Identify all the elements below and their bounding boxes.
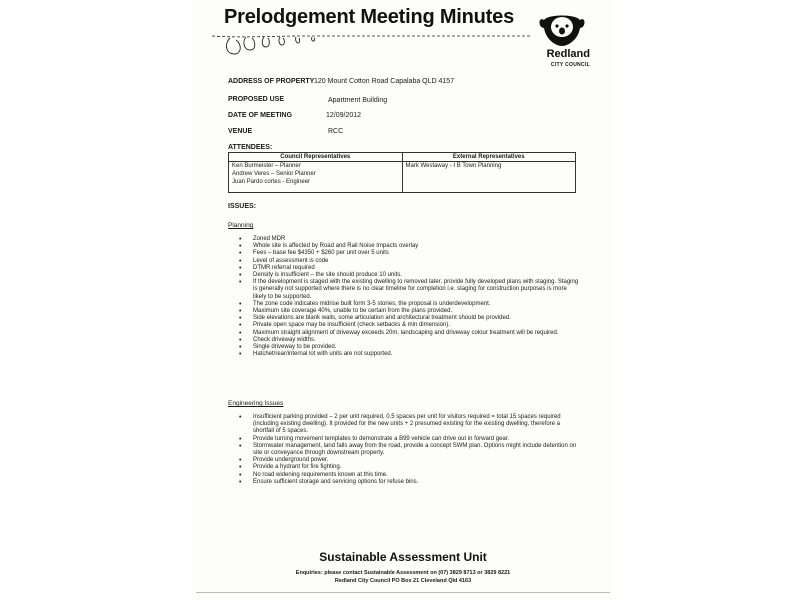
issues-heading: ISSUES: [228,203,257,210]
field-value: RCC [328,128,344,135]
list-item: • Density is insufficient – the site should produce 10 units. [228,272,580,279]
attendee: Ken Burmeister – Planner [232,163,301,169]
engineering-title: Engineering Issues [228,400,284,407]
attendees-table [228,152,576,193]
list-item: • Zoned MDR [228,236,580,243]
list-item: • Check driveway widths. [228,337,580,344]
decorative-loops [212,30,532,70]
list-item: • Level of assessment is code [228,258,580,265]
list-item: • DTMR referral required [228,265,580,272]
list-item: • Private open space may be insufficient (check setbacks & min dimension). [228,322,580,329]
footer-unit: Sustainable Assessment Unit [319,550,487,564]
field-label: DATE OF MEETING [228,112,293,119]
council-logo [532,10,592,72]
field-proposed-use [228,96,388,104]
planning-title: Planning [228,222,254,229]
list-item: • Maximum site coverage 40%, unable to be certain from the plans provided. [228,308,580,315]
attendee: Juan Pardo cortes - Engineer [232,179,311,185]
external-cell [402,162,576,193]
list-item: • Stormwater management, land falls away from the road, provide a concept SWM plan. Options might include detention on site or conveyance through downstream property. [228,443,580,457]
external-header: External Representatives [402,153,576,162]
bottom-rule [196,592,610,593]
field-value: 120 Mount Cotton Road Capalaba QLD 4157 [314,78,455,85]
logo-subtitle: CITY COUNCIL [550,62,590,68]
list-item: • Single driveway to be provided. [228,344,580,351]
list-item: • Side elevations are blank walls, some articulation and architectural treatment should be provided. [228,315,580,322]
list-item: • If the development is staged with the existing dwelling to removed later, provide fully developed plans with staging. Staging is generally not supported where there is no clear timeline for completion i.e. staging for construction purposes is more likely to be supported. [228,279,580,301]
list-item: • Whole site is affected by Road and Rail Noise Impacts overlay [228,243,580,250]
koala-icon [536,10,586,48]
list-item: • Hatchet/rear/internal lot with units are not supported. [228,351,580,358]
list-item: • Fees – base fee $4350 + $260 per unit over 5 units [228,250,580,257]
field-address [228,78,455,85]
page-title: Prelodgement Meeting Minutes [224,6,514,28]
council-cell [229,162,403,193]
field-label: ADDRESS OF PROPERTY [228,78,315,85]
attendees-heading: ATTENDEES: [228,144,273,151]
list-item: • Provide a hydrant for fire fighting. [228,464,580,471]
list-item: • Maximum straight alignment of driveway exceeds 20m, landscaping and driveway colour treatment will be required. [228,330,580,337]
attendee: Mark Westaway - I B Town Planning [405,163,502,169]
list-item: • No road widening requirements known at this time. [228,472,580,479]
list-item: • The zone code indicates midrise built form 3-5 stories, the proposal is underdevelopment. [228,301,580,308]
footer-enquiries: Enquiries: please contact Sustainable Assessment on (07) 3829 8713 or 3829 8221 [295,570,511,576]
field-date [228,112,362,119]
field-label: VENUE [228,128,253,135]
field-venue [228,128,344,135]
field-value: 12/09/2012 [326,112,362,119]
engineering-list [228,414,580,486]
attendee: Andrew Veres – Senior Planner [232,171,316,177]
list-item: • Insufficient parking provided – 2 per unit required, 0.5 spaces per unit for visitors required = total 15 spaces required (including existing dwelling). It provided for the new units + 2 presumed existing for the existing dwelling, therefore a shortfall of 5 spaces. [228,414,580,436]
field-value: Apartment Building [328,97,388,104]
footer-address: Redland City Council PO Box 21 Cleveland Qld 4163 [334,578,472,584]
planning-list [228,236,580,358]
list-item: • Ensure sufficient storage and servicing options for refuse bins. [228,479,580,486]
list-item: • Provide underground power. [228,457,580,464]
field-label: PROPOSED USE [228,96,285,103]
logo-name: Redland [546,48,590,60]
list-item: • Provide turning movement templates to demonstrate a B99 vehicle can drive out in forward gear. [228,436,580,443]
council-header: Council Representatives [229,153,403,162]
